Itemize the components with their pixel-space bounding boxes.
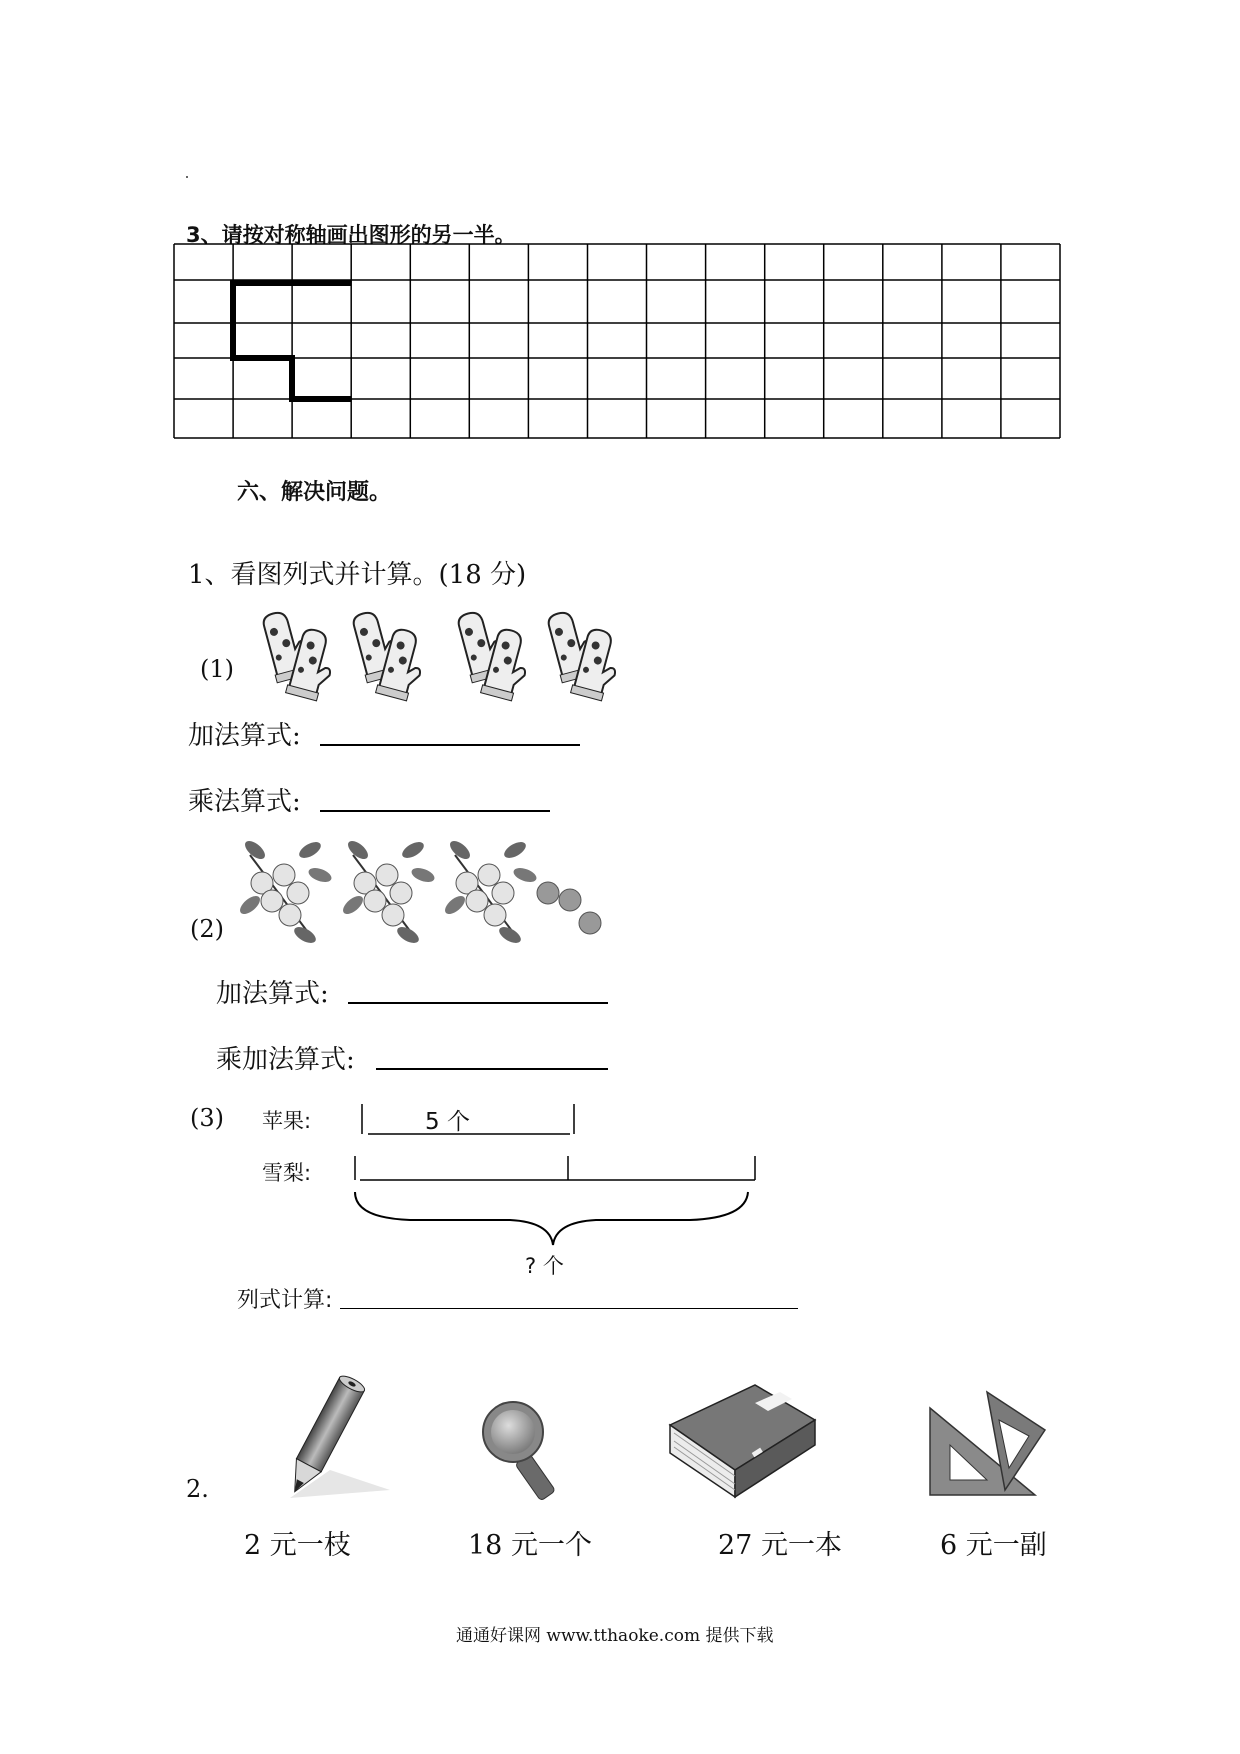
apple-branches-image	[240, 835, 620, 955]
set-square-icon	[925, 1390, 1055, 1500]
symmetry-grid	[174, 244, 1064, 440]
loose-apple	[537, 882, 559, 904]
scan-dot	[186, 176, 188, 178]
figure-half	[233, 283, 348, 399]
price-magnifier: 18 元一个	[468, 1530, 592, 1561]
mitten-pair	[260, 607, 340, 702]
question-total: ? 个	[525, 1254, 564, 1278]
mitten-pair	[545, 607, 625, 702]
price-pencil: 2 元一枝	[244, 1530, 351, 1561]
q3-title: 3、请按对称轴画出图形的另一半。	[186, 223, 516, 247]
loose-apple	[559, 889, 581, 911]
sub3-label: (3)	[190, 1104, 224, 1132]
mitten-pair	[350, 607, 430, 702]
book-icon	[660, 1375, 820, 1505]
sub1-add-label: 加法算式:	[188, 721, 301, 751]
apple-branch	[442, 838, 538, 947]
apple-count: 5 个	[425, 1109, 470, 1135]
sub1-mul-label: 乘法算式:	[188, 787, 301, 817]
footer-text: 通通好课网 www.tthaoke.com 提供下载	[456, 1626, 774, 1646]
sub2-add-label: 加法算式:	[216, 979, 329, 1009]
calc-label: 列式计算:	[237, 1288, 333, 1313]
price-book: 27 元一本	[718, 1530, 842, 1561]
p2-label: 2.	[186, 1475, 209, 1503]
price-set-square: 6 元一副	[940, 1530, 1047, 1561]
apple-label: 苹果:	[262, 1109, 312, 1133]
section6-title: 六、解决问题。	[237, 480, 392, 505]
sub2-muladd-label: 乘加法算式:	[216, 1045, 355, 1075]
magnifier-icon	[478, 1400, 568, 1510]
pencil-icon	[270, 1370, 410, 1500]
sub2-label: (2)	[190, 915, 224, 943]
mitten-pair	[455, 607, 535, 702]
sub2-add-answer-line[interactable]	[348, 978, 608, 1004]
apple-branch	[340, 838, 436, 947]
loose-apple	[579, 912, 601, 934]
sub1-label: (1)	[200, 655, 234, 683]
calc-answer-line[interactable]	[340, 1288, 798, 1309]
sub1-mul-answer-line[interactable]	[320, 786, 550, 812]
apple-branch	[237, 838, 333, 947]
pear-label: 雪梨:	[262, 1161, 312, 1185]
p1-title: 1、看图列式并计算。(18 分)	[188, 560, 527, 590]
sub1-add-answer-line[interactable]	[320, 720, 580, 746]
comparison-diagram	[350, 1100, 770, 1270]
sub2-muladd-answer-line[interactable]	[376, 1044, 608, 1070]
mittens-image	[255, 605, 615, 695]
